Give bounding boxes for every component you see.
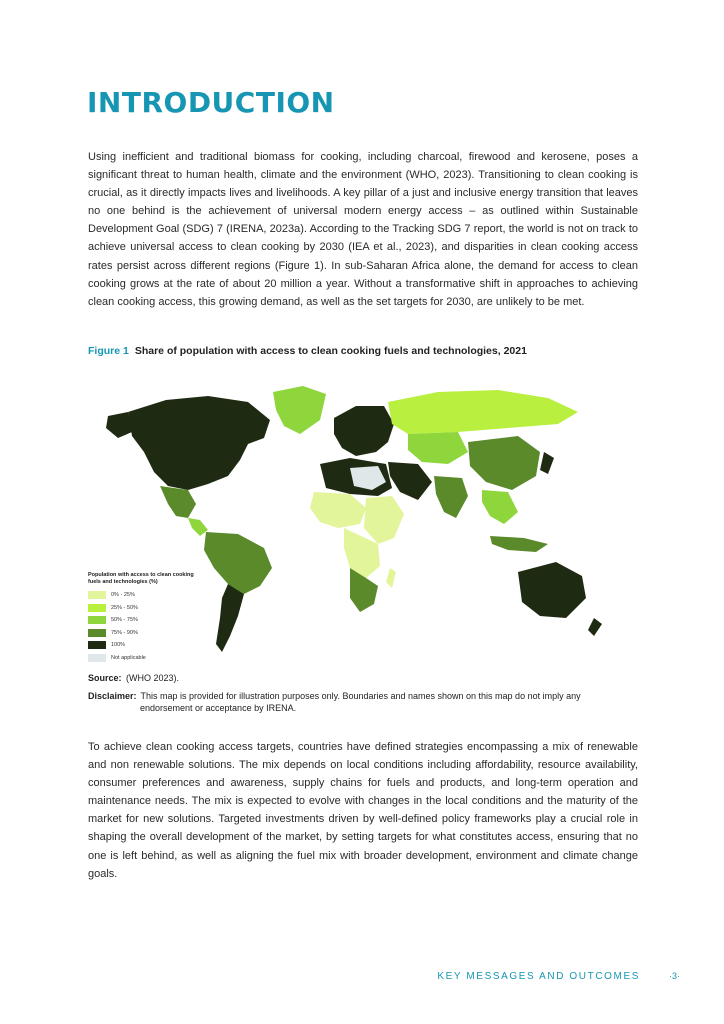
region-southeast-asia xyxy=(482,490,518,524)
page-number: ·3· xyxy=(669,971,680,981)
figure-label: Figure 1 xyxy=(88,345,129,357)
page-title: INTRODUCTION xyxy=(87,86,335,119)
source-text: (WHO 2023). xyxy=(126,673,180,683)
region-alaska xyxy=(106,412,132,438)
legend-label: 25% - 50% xyxy=(111,604,138,611)
region-madagascar xyxy=(386,568,396,588)
figure-source xyxy=(88,673,179,683)
legend-title: Population with access to clean cooking fuels and technologies (%) xyxy=(88,572,194,585)
region-central-america xyxy=(188,518,208,536)
page-footer xyxy=(0,971,724,987)
legend-label: 100% xyxy=(111,642,126,649)
region-south-america-south xyxy=(216,584,244,652)
region-mexico xyxy=(160,486,196,518)
region-china xyxy=(468,436,540,490)
region-central-asia xyxy=(408,432,468,464)
region-europe xyxy=(334,406,394,456)
region-middle-east xyxy=(388,462,432,500)
region-south-america-north xyxy=(204,532,272,594)
region-india xyxy=(434,476,468,518)
region-japan xyxy=(540,452,554,474)
region-north-america xyxy=(128,396,270,490)
legend-swatch xyxy=(88,629,106,637)
legend-label: 50% - 75% xyxy=(111,617,138,624)
disclaimer-text: This map is provided for illustration purposes only. Boundaries and names shown on this map do not imply any xyxy=(140,691,581,701)
legend-swatch xyxy=(88,591,106,599)
legend-label: Not applicable xyxy=(111,654,146,661)
legend-label: 75% - 90% xyxy=(111,629,138,636)
legend-swatch xyxy=(88,654,106,662)
region-new-zealand xyxy=(588,618,602,636)
map-legend xyxy=(88,572,208,664)
figure-caption xyxy=(88,345,527,357)
disclaimer-text-continued: endorsement or acceptance by IRENA. xyxy=(140,703,297,713)
legend-item xyxy=(88,614,208,627)
legend-item xyxy=(88,602,208,615)
figure-title: Share of population with access to clean cooking fuels and technologies, 2021 xyxy=(134,345,527,357)
region-west-africa xyxy=(310,492,366,528)
legend-swatch xyxy=(88,616,106,624)
legend-item xyxy=(88,652,208,665)
source-label: Source: xyxy=(88,673,122,683)
region-east-africa xyxy=(364,496,404,544)
footer-section-title: KEY MESSAGES AND OUTCOMES xyxy=(437,971,640,982)
region-australia xyxy=(518,562,586,618)
legend-swatch xyxy=(88,604,106,612)
region-greenland xyxy=(273,386,326,434)
closing-paragraph: To achieve clean cooking access targets, countries have defined strategies encompassing a mix of renewable and non renewable solutions. The mix depends on local conditions including affordability, resource availability, consumer preferences and awareness, supply chains for fuels and products, and long-term operation and maintenance needs. The mix is expected to evolve with changes in the local conditions and the maturity of the market for new solutions. Targeted investments driven by well-defined policy frameworks play a crucial role in shaping the overall development of the market, by setting targets for what constitutes access, ensuring that no one is left behind, as well as aligning the fuel mix with broader development, environment and climate change goals. xyxy=(88,741,638,880)
region-indonesia xyxy=(490,536,548,552)
intro-paragraph: Using inefficient and traditional biomass for cooking, including charcoal, firewood and kerosene, poses a significant threat to human health, climate and the environment (WHO, 2023). Transitioning to clean cooking is crucial, as it directly impacts lives and livelihoods. A key pillar of a just and inclusive energy transition that leaves no one behind is the achievement of universal modern energy access – as outlined within Sustainable Development Goal (SDG) 7 (IRENA, 2023a). According to the Tracking SDG 7 report, the world is not on track to achieve universal access to clean cooking by 2030 (IEA et al., 2023), and disparities in clean cooking access rates persist across different regions (Figure 1). In sub-Saharan Africa alone, the demand for access to clean cooking grows at the rate of about 20 million a year. Without a transformative shift in approaches to achieving clean cooking access, this growing demand, as well as the set targets for 2030, are unlikely to be met. xyxy=(88,151,638,308)
legend-label: 0% - 25% xyxy=(111,592,135,599)
legend-swatch xyxy=(88,641,106,649)
legend-item xyxy=(88,627,208,640)
region-russia xyxy=(388,390,578,434)
legend-item xyxy=(88,639,208,652)
disclaimer-label: Disclaimer: xyxy=(88,691,137,701)
figure-disclaimer xyxy=(88,690,638,714)
legend-item xyxy=(88,589,208,602)
